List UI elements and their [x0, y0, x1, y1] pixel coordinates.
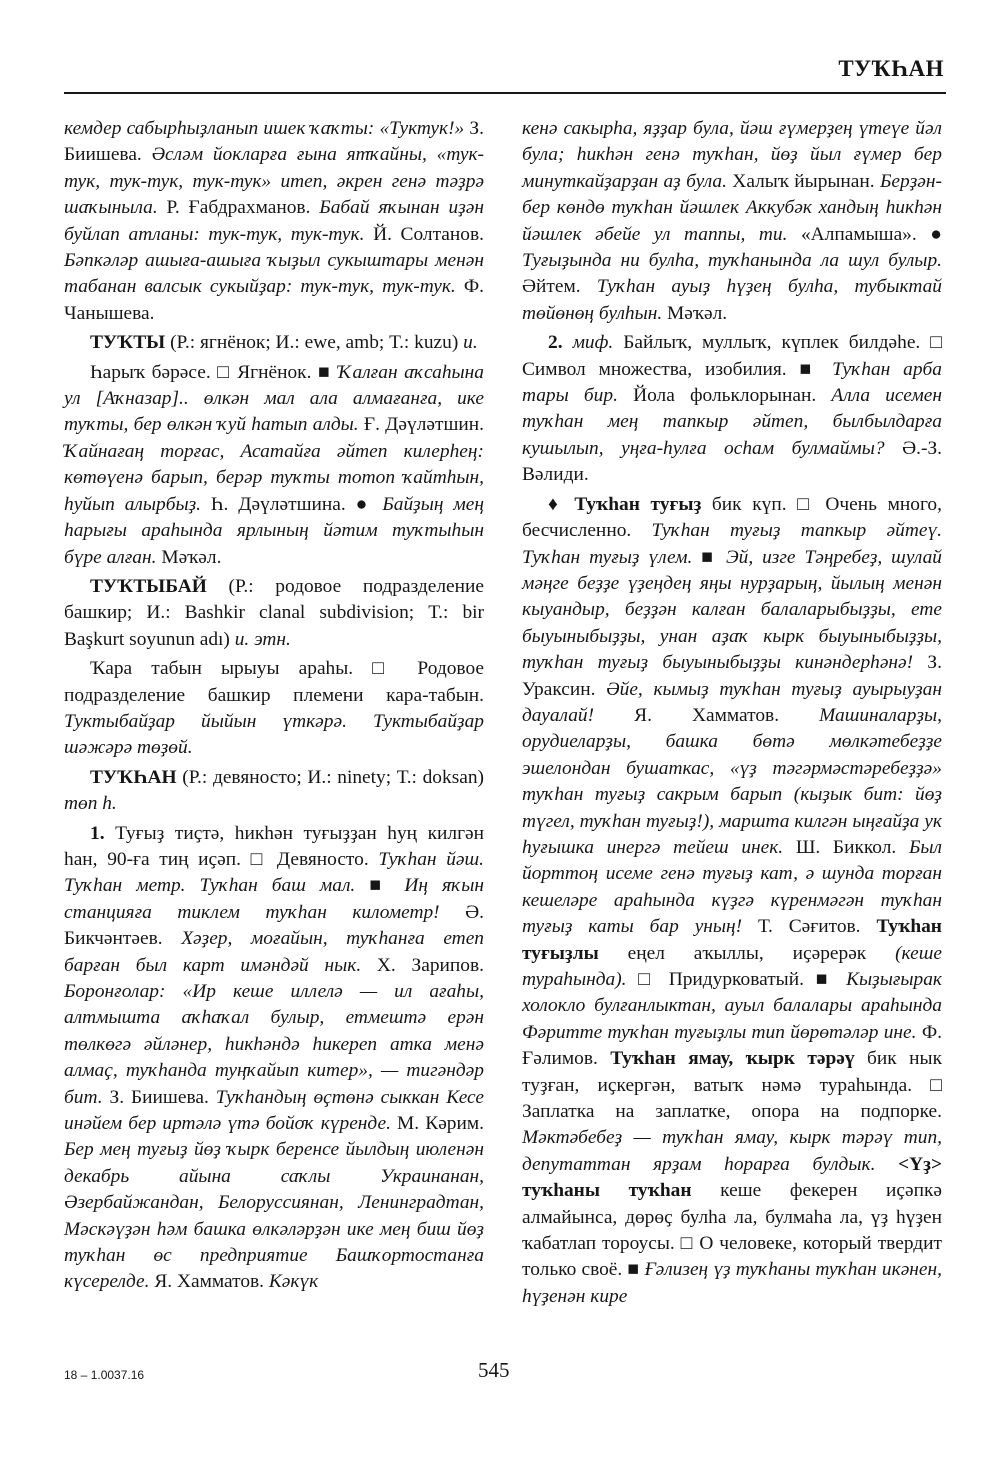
headword: ТУҠТЫБАЙ	[90, 575, 207, 597]
definition-text: кеше фекерен иҫәпкә алмайынса, дөрөҫ булһа ла, булмаһа ла, үҙ һүҙен ҡабатлап тороусы. □ О человеке, который твердит только своё. ■	[522, 1180, 942, 1281]
definition-text: Ш. Биккол.	[783, 836, 909, 858]
headword: 1.	[90, 822, 105, 844]
definition-text: Һарыҡ бәрәсе. □ Ягнёнок. ■	[90, 361, 338, 383]
definition-text: Туғыҙ тиҫтә, һикһән туғыҙҙан һуң килгән һан, 90-ға тиң иҫәп. □ Девяносто.	[64, 822, 484, 870]
example-text: төп һ.	[64, 793, 117, 815]
headword: 2.	[548, 332, 563, 354]
example-text: Боронғолар: «Ир кеше иллелә — ил ағаһы, алтмышта аҡһаҡал булыр, етмештә ерән төлкөгә әйләнер, һикһәндә һикереп атка менә алмаҫ, туҡһанда туңҡайып китер», — тигәндәр бит.	[64, 981, 484, 1108]
example-text: (кеше тураһында).	[522, 942, 942, 990]
example-text: Бер мең туғыҙ йөҙ ҡырк беренсе йылдың июленән декабрь айына саҡлы Украинанан, Әзербайжандан, Белоруссиянан, Ленинградтан, Мәскәүҙән һәм башка өлкәләрҙән ике мең биш йөҙ туҡһан өс предприятие Башҡортостанға күсерелде.	[64, 1139, 484, 1293]
example-text: Байҙың меӊ һарығы араһында ярлының йәтим туҡтыһын бүре алған.	[64, 493, 484, 568]
definition-text: (Р.: девяносто; И.: ninety; Т.: doksan)	[176, 766, 484, 788]
definition-text: Һ. Дәүләтшина. ●	[201, 493, 383, 515]
definition-text: Р. Ғабдрахманов.	[157, 197, 320, 219]
example-text: Бәпкәләр ашыға-ашыға ҡыҙыл сукыштары менән табанан валсык сукыйҙар: тук-тук, тук-тук.	[64, 250, 484, 298]
definition-text: Йола фольклорынан.	[617, 385, 832, 407]
example-text: Кәкүк	[268, 1271, 319, 1293]
definition-text: Ф. Ғәлимов.	[522, 1021, 943, 1070]
definition-text: (Р.: ягнёнок; И.: ewe, amb; Т.: kuzu)	[165, 332, 464, 354]
definition-text: З. Ураксин.	[522, 652, 942, 700]
example-text: Берҙән-бер көндө туҡһан йәшлек Аккубәк хандың һикһән йәшлек әбейе ул таппы, ти.	[522, 170, 942, 245]
dictionary-paragraph	[64, 330, 484, 356]
dictionary-paragraph	[522, 116, 942, 327]
headword: Туҡһан туғыҙлы	[522, 916, 942, 964]
definition-text: Ә. Бикчәнтәев.	[64, 901, 484, 950]
definition-text: «Алпамыша». ●	[787, 223, 942, 245]
dictionary-paragraph	[64, 574, 484, 653]
definition-text: Халыҡ йырынан.	[726, 170, 880, 192]
example-text: Әсләм йокларға ғына ятҡайны, «тук-тук, тук-тук, тук-тук» итеп, әкрен генә тәҙрә шаҡыныла.	[64, 144, 484, 219]
definition-text	[563, 332, 573, 353]
definition-text: ■	[355, 875, 405, 897]
headword: Туҡһан ямау, ҡырк тәрәү	[610, 1048, 855, 1070]
example-text: Эй, изге Тәңребеҙ, шулай мәңге беҙҙе үҙеңдең яңы нурҙарың, йылың менән кыуандыр, беҙҙән калған балаларыбыҙҙы, ете быуыныбыҙҙы, унан аҙаҡ кырк быуыныбыҙҙы, туҡһан туғыҙ быуыныбыҙҙы кинәндерһәнә!	[522, 546, 942, 674]
definition-text: Я. Хамматов.	[149, 1271, 269, 1293]
example-text: Ҡайнағаң торғас, Асатайға әйтеп килерһең: көтөүенә барып, берәр туҡты тотоп ҡайтһын, һуйып алырбыҙ.	[64, 440, 484, 515]
example-text: Ғәлизең үҙ туҡһаны туҡһан икәнен, һүҙенән кире	[522, 1259, 942, 1307]
dictionary-paragraph	[522, 330, 942, 488]
definition-text: М. Кәрим.	[390, 1113, 484, 1135]
definition-text: Й. Солтанов.	[364, 223, 484, 245]
definition-text: еңел аҡыллы, иҫәрерәк	[598, 942, 896, 964]
example-text: Бабай яҡынан иҙән буйлап атланы: тук-тук, тук-тук.	[64, 197, 484, 245]
definition-text: ■	[692, 546, 726, 568]
definition-text: (Р.: родовое подразделение башкир; И.: Bashkir clanal subdivision; Т.: bir Başkurt soyunun adı)	[64, 575, 484, 650]
example-text: Кыҙығырак холоклo булғанлыктан, ауыл балалары араһында Фәритте туҡһан туғыҙлы тип йөрөтәләр ине.	[522, 969, 942, 1043]
example-text: Туҡһан ауыҙ һүҙең булһа, тубыктай төйөнөң булһын.	[522, 276, 942, 324]
headword: <Үҙ> туҡһаны туҡһан	[522, 1153, 942, 1202]
example-text: Туҡһан туғыҙ тапкыр әйтеү. Туҡһан туғыҙ үлем.	[522, 520, 942, 568]
example-text: Туғыҙында ни булһа, туҡһанында ла шул булыр.	[522, 250, 942, 272]
definition-text: Ә.-З. Вәлиди.	[522, 437, 943, 486]
header-rule	[64, 92, 946, 94]
example-text: Хәҙер, моғайын, туҡһанға етеп барған был карт имәндәй нык.	[64, 928, 484, 976]
dictionary-paragraph	[522, 492, 942, 1311]
definition-text	[875, 1154, 898, 1175]
example-text: Әйе, кымыҙ туҡһан туғыҙ ауырыуҙан дауалай!	[522, 678, 942, 726]
definition-text: З. Биишева.	[64, 118, 484, 166]
definition-text: бик нык туҙған, иҫкергән, ватыҡ нәмә тураһында. □ Заплатка на заплатке, опора на подпорке.	[522, 1048, 943, 1123]
dictionary-paragraph	[64, 360, 484, 571]
definition-text: □ Придурковатый. ■	[626, 969, 847, 990]
dictionary-paragraph	[64, 765, 484, 818]
running-title: ТУҠҺАН	[838, 56, 944, 81]
headword: ♦ Туҡһан туғыҙ	[548, 493, 702, 515]
example-text: кенә сакырһа, яҙҙар була, йәш ғүмерҙең үтеүе йәл була; һикһән генә туҡһан, йөҙ йыл ғүмер бер минуткайҙарҙан аҙ була.	[522, 118, 942, 192]
dictionary-paragraph	[64, 116, 484, 327]
example-text: кемдер сабырһыҙланып ишек ҡаҡты: «Туктук!»	[64, 118, 465, 139]
page-number: 545	[478, 1358, 510, 1382]
example-text: Туҡһандың өҫтөнә сыккан Кесе инәйем бер иртәлә үтә бойоҡ күренде.	[64, 1086, 484, 1135]
definition-text: Т. Сәғитов.	[742, 916, 877, 938]
example-text: Туҡһан арба тары бир.	[522, 358, 942, 407]
definition-text: Мәҡәл.	[662, 302, 728, 324]
dictionary-paragraph	[64, 821, 484, 1296]
headword: ТУҠТЫ	[90, 332, 166, 354]
printer-signature: 18 – 1.0037.16	[64, 1368, 145, 1382]
definition-text: Ҡара табын ырыуы араһы. □ Родовое подразделение башкир племени кара-табын.	[64, 658, 484, 706]
definition-text: Байлыҡ, муллыҡ, күплек билдәһе. □ Символ множества, изобилия. ■	[522, 332, 942, 380]
example-text: Иң яҡын станцияға тиклем туҡһан километр!	[64, 875, 484, 923]
headword: ТУҠҺАН	[90, 766, 177, 788]
definition-text: Әйтем.	[522, 276, 597, 298]
definition-text: Я. Хамматов.	[594, 704, 820, 726]
example-text: Был йорттоң исеме генә туғыҙ кат, ә шунда торған кешеләре араһында күҙгә күренмәгән туҡһан туғыҙ каты бар уның!	[522, 836, 942, 938]
example-text: Мәктәбебеҙ — туҡһан ямау, кырк тәрәү тип, депутаттан ярҙам һорарға булдык.	[522, 1127, 942, 1175]
right-column	[522, 116, 942, 1310]
definition-text: Ф. Чанышева.	[64, 276, 484, 324]
example-text: Туҡһан йәш. Туҡһан метр. Туҡһан баш мал.	[64, 848, 484, 897]
example-text: Туктыбайҙар йыйын үткәрә. Туктыбайҙар шәжәрә төҙөй.	[64, 710, 484, 759]
example-text: Алла исемен туҡһан мең тапкыр әйтеп, былбылдарға кушылып, уңға-һулға осһам булмаймы?	[522, 385, 942, 459]
example-text: миф.	[572, 332, 614, 354]
definition-text: Х. Зарипов.	[361, 954, 484, 976]
left-column	[64, 116, 484, 1296]
example-text: и.	[463, 332, 478, 354]
example-text: Машиналарҙы, орудиеларҙы, башка бөтә мөлкәтебеҙҙе эшелондан бушаткас, «үҙ тәгәрмәстәребеҙҙә» туҡһан туғыҙ сакрым барып (кыҙык бит: йөҙ түгел, туҡһан туғыҙ!), маршта килгән ыңғайҙа ук һуғышка инергә тейеш инек.	[522, 704, 942, 858]
example-text: и. этн.	[234, 628, 291, 650]
definition-text: Мәҡәл.	[156, 546, 222, 568]
dictionary-paragraph	[64, 656, 484, 762]
definition-text: Ғ. Дәүләтшин.	[358, 414, 485, 436]
example-text: Ҡалған аҡсаһына ул [Аҡназар].. өлкән мал ала алмағанға, ике туҡты, бер өлкән ҡуй һатып алды.	[64, 361, 484, 436]
definition-text: бик күп. □ Очень много, бесчисленно.	[522, 493, 942, 542]
definition-text: З. Биишева.	[102, 1086, 216, 1108]
